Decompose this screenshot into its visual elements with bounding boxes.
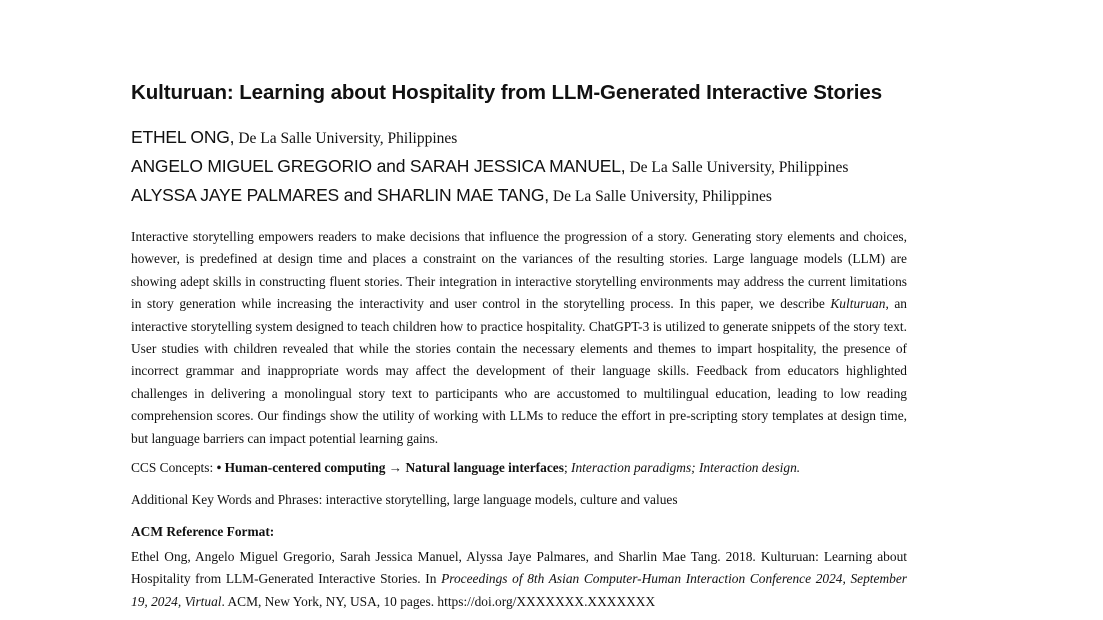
reference-text: Ethel Ong, Angelo Miguel Gregorio, Sarah Jessica Manuel, Alyssa Jaye Palmares, and Sharlin Mae Tang. 2018. Kulturuan: Learning about Hospitality from LLM-Generated Interactive Stories. In xyxy=(131,549,907,587)
reference-body xyxy=(131,546,907,613)
author-names: ANGELO MIGUEL GREGORIO and SARAH JESSICA MANUEL, xyxy=(131,156,626,176)
abstract xyxy=(131,226,907,450)
keywords: Additional Key Words and Phrases: interactive storytelling, large language models, culture and values xyxy=(131,492,678,507)
reference-venue: Proceedings of 8th Asian Computer-Human Interaction Conference 2024, September 19, 2024, Virtual xyxy=(131,571,907,609)
ccs-secondary-concepts: Interaction paradigms; Interaction design. xyxy=(571,460,801,475)
reference-text: . ACM, New York, NY, USA, 10 pages. https://doi.org/XXXXXXX.XXXXXXX xyxy=(221,593,656,609)
ccs-primary-concept: Human-centered computing → Natural language interfaces xyxy=(224,460,564,475)
reference-heading: ACM Reference Format: xyxy=(131,524,275,539)
ccs-separator: ; xyxy=(563,460,572,475)
author-affiliation: De La Salle University, Philippines xyxy=(629,159,849,176)
author-affiliation: De La Salle University, Philippines xyxy=(238,130,458,147)
abstract-text: , an interactive storytelling system designed to teach children how to practice hospitality. ChatGPT-3 is utilized to generate snippets of the story text. User studies with children revealed that while the stories contain the necessary elements and themes to impart hospitality, the presence of incorrect grammar and inappropriate words may affect the development of their language skills. Feedback from educators highlighted challenges in delivering a monolingual story text to participants who are accustomed to multilingual education, leading to low reading comprehension scores. Our findings show the utility of working with LLMs to reduce the effort in pre-scripting story templates at design time, but language barriers can impact potential learning gains. xyxy=(131,296,907,446)
author-names: ETHEL ONG, xyxy=(131,127,235,147)
author-affiliation: De La Salle University, Philippines xyxy=(552,188,772,205)
paper-title: Kulturuan: Learning about Hospitality from LLM-Generated Interactive Stories xyxy=(131,81,882,104)
author-line-2 xyxy=(131,156,931,177)
abstract-text: Interactive storytelling empowers readers to make decisions that influence the progression of a story. Generating story elements and choices, however, is predefined at design time and places a constraint on the variances of the resulting stories. Large language models (LLM) are showing adept skills in constructing fluent stories. Their integration in interactive storytelling environments may address the current limitations in story generation while increasing the interactivity and user control in the storytelling process. In this paper, we describe xyxy=(131,229,907,312)
ccs-label: CCS Concepts: xyxy=(131,460,217,475)
author-line-3 xyxy=(131,185,931,206)
system-name: Kulturuan xyxy=(830,296,886,312)
author-names: ALYSSA JAYE PALMARES and SHARLIN MAE TANG, xyxy=(131,185,549,205)
author-line-1 xyxy=(131,127,931,148)
ccs-concepts xyxy=(131,460,931,476)
ccs-bullet: • xyxy=(216,460,225,475)
